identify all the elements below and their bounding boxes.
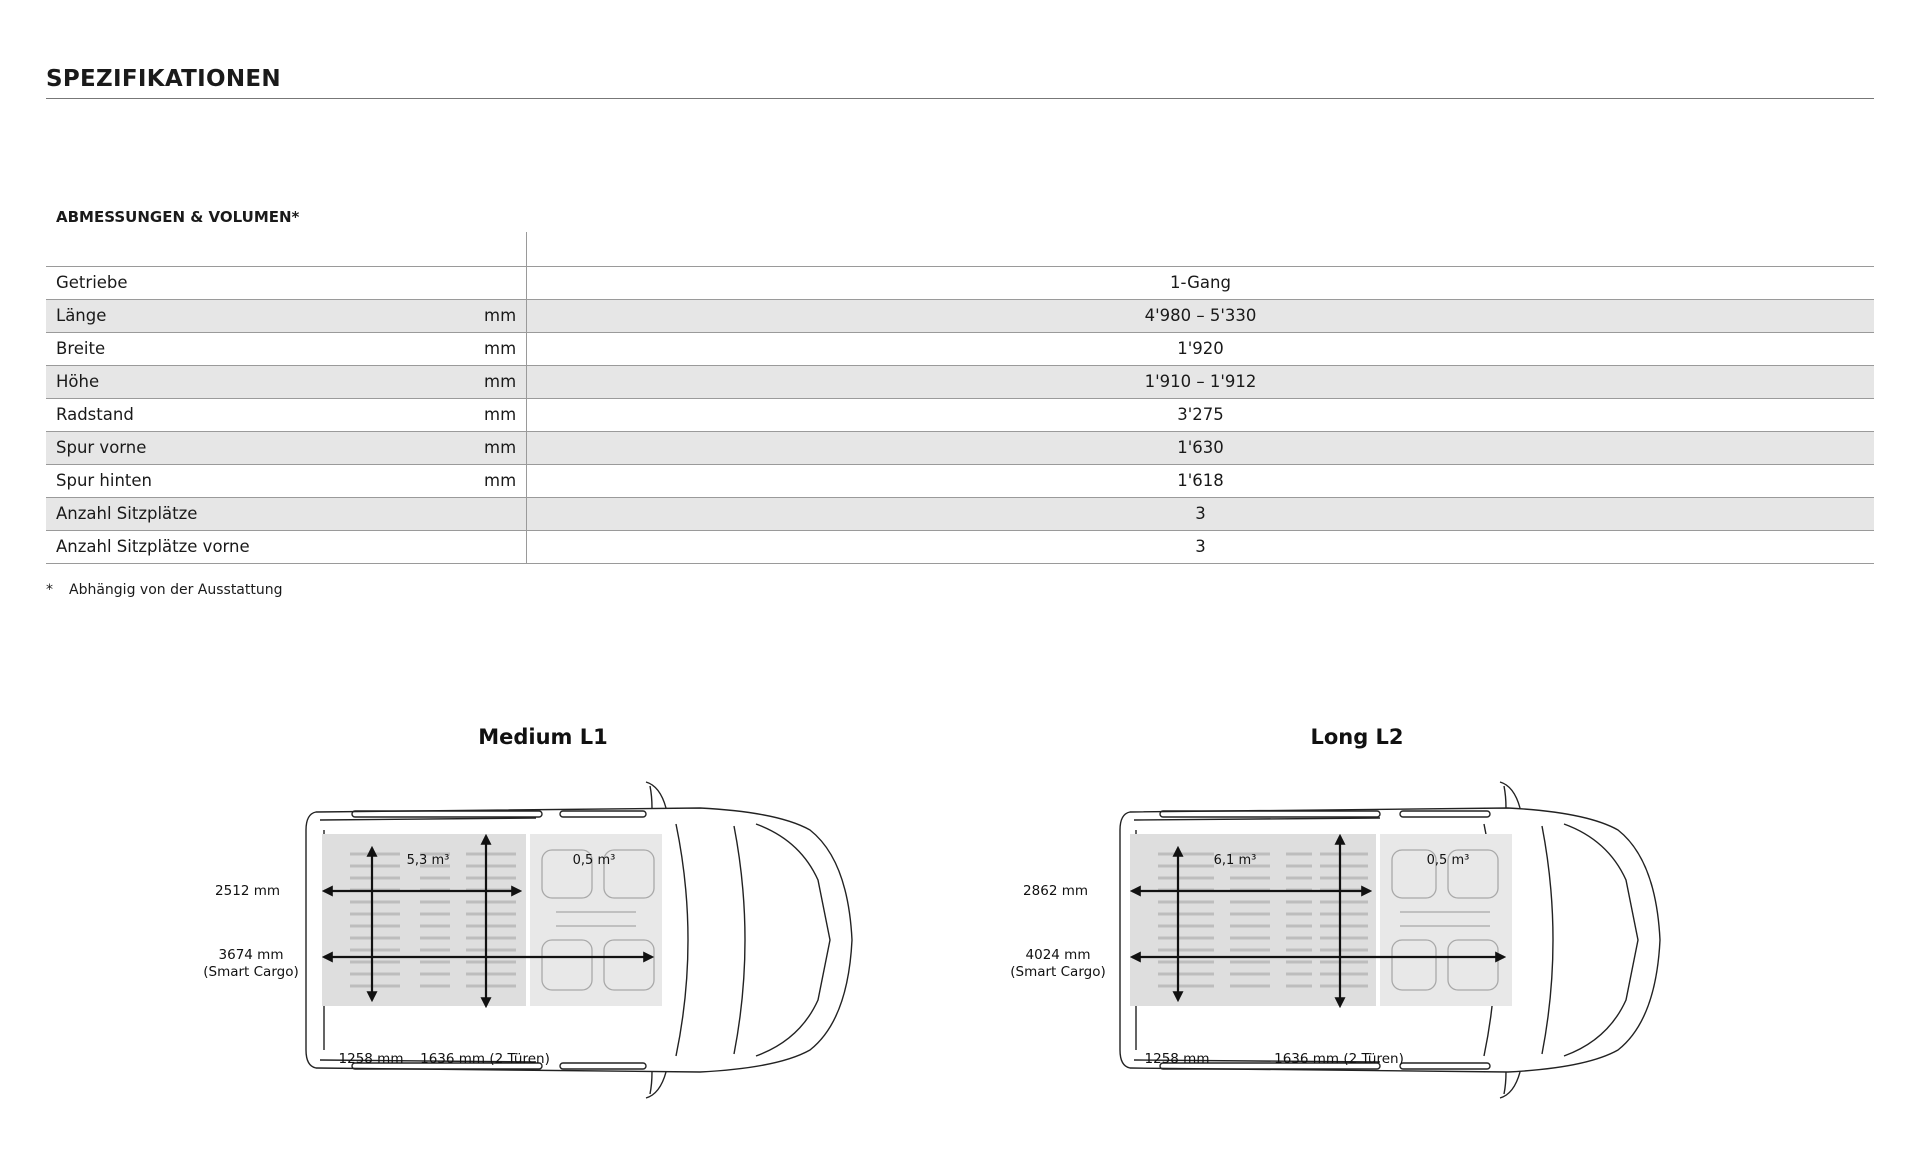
row-value: 3: [526, 498, 1874, 530]
spec-table: [46, 232, 1874, 564]
table-row: [46, 498, 1874, 531]
table-row: [46, 333, 1874, 366]
van-diagram-long-l2: [1010, 725, 1660, 1098]
page-title: SPEZIFIKATIONEN: [46, 66, 281, 92]
table-row: [46, 432, 1874, 465]
row-value: 1'910 – 1'912: [526, 366, 1874, 398]
table-row: [46, 300, 1874, 333]
cargo-volume-label: 5,3 m³: [406, 853, 450, 868]
table-row: [46, 267, 1874, 300]
row-label: Höhe: [56, 372, 100, 391]
row-label: Spur hinten: [56, 471, 153, 490]
table-row: [46, 366, 1874, 399]
row-label: Anzahl Sitzplätze vorne: [56, 537, 250, 556]
smart-cargo-label: (Smart Cargo): [203, 964, 299, 980]
load-length-label: 2862 mm: [1023, 883, 1088, 899]
table-row: [46, 465, 1874, 498]
load-length-label: 2512 mm: [215, 883, 280, 899]
row-label: Spur vorne: [56, 438, 147, 457]
cab-volume-label: 0,5 m³: [1426, 853, 1470, 868]
row-value: 4'980 – 5'330: [526, 300, 1874, 332]
row-unit: mm: [484, 438, 517, 457]
smart-cargo-label: (Smart Cargo): [1010, 964, 1106, 980]
door-width-label: 1636 mm (2 Türen): [1274, 1051, 1404, 1067]
cargo-volume-label: 6,1 m³: [1213, 853, 1257, 868]
cab-volume-label: 0,5 m³: [572, 853, 616, 868]
row-label: Radstand: [56, 405, 134, 424]
row-label: Länge: [56, 306, 107, 325]
row-value: 3'275: [526, 399, 1874, 431]
row-value: 1-Gang: [526, 267, 1874, 299]
row-value: 1'618: [526, 465, 1874, 497]
footnote-marker: *: [46, 582, 53, 598]
row-value: 1'630: [526, 432, 1874, 464]
van-diagram-medium-l1: [203, 725, 852, 1098]
row-unit: mm: [484, 306, 517, 325]
smart-length-label: 4024 mm: [1025, 947, 1091, 963]
table-row: [46, 531, 1874, 564]
door-width-label: 1636 mm (2 Türen): [420, 1051, 550, 1067]
load-width-label: 1258 mm: [338, 1051, 404, 1067]
title-divider: [46, 98, 1874, 99]
diagram-title: Medium L1: [478, 725, 608, 749]
diagram-title: Long L2: [1310, 725, 1404, 749]
row-unit: mm: [484, 372, 517, 391]
section-title: ABMESSUNGEN & VOLUMEN*: [56, 208, 300, 226]
row-label: Breite: [56, 339, 106, 358]
footnote: [46, 582, 283, 598]
row-label: Getriebe: [56, 273, 128, 292]
load-width-label: 1258 mm: [1144, 1051, 1210, 1067]
row-value: 1'920: [526, 333, 1874, 365]
row-unit: mm: [484, 471, 517, 490]
footnote-text: Abhängig von der Ausstattung: [69, 582, 283, 598]
row-unit: mm: [484, 405, 517, 424]
row-unit: mm: [484, 339, 517, 358]
table-header-row: [46, 232, 1874, 267]
smart-length-label: 3674 mm: [218, 947, 284, 963]
table-row: [46, 399, 1874, 432]
row-value: 3: [526, 531, 1874, 563]
row-label: Anzahl Sitzplätze: [56, 504, 198, 523]
van-diagrams: [0, 700, 1920, 1167]
